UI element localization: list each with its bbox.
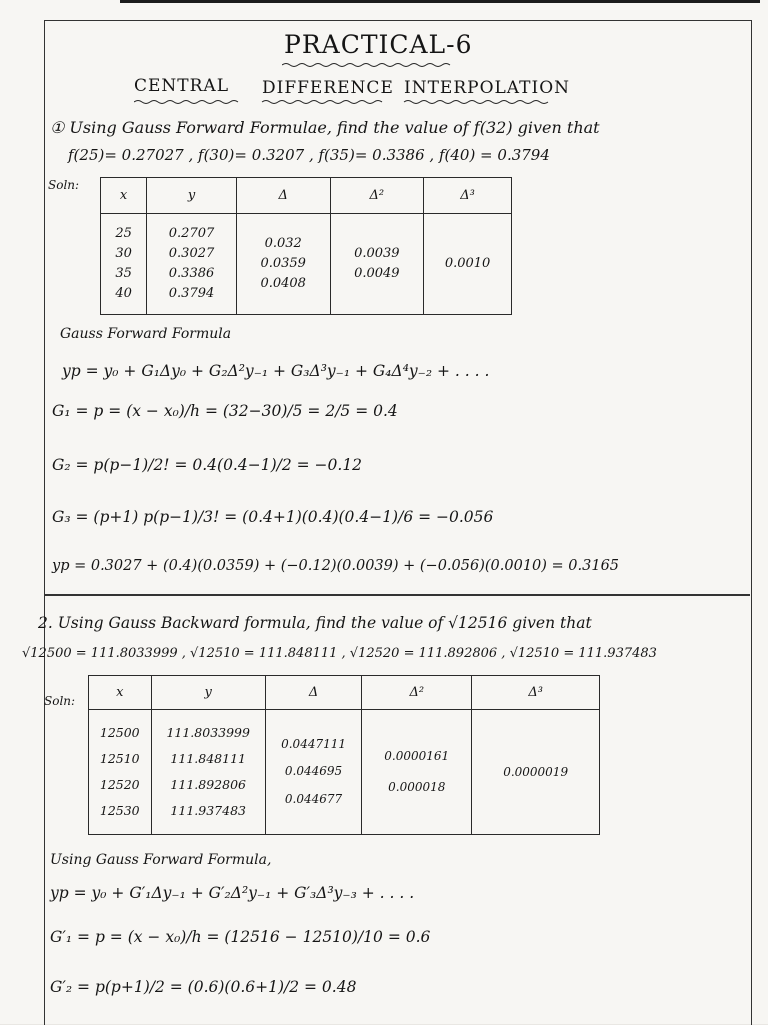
q1-delta-value: 0.0359	[260, 255, 306, 271]
q1-g2: G₂ = p(p−1)/2! = 0.4(0.4−1)/2 = −0.12	[52, 456, 363, 474]
q1-soln-label: Soln:	[48, 178, 80, 192]
q2-delta2-column	[362, 710, 472, 835]
q1-x-value: 40	[115, 286, 132, 302]
subtitle-underline	[134, 99, 554, 105]
q1-delta3-value: 0.0010	[444, 255, 491, 271]
q1-x-value: 30	[115, 245, 132, 261]
q2-question-line1: 2. Using Gauss Backward formula, find the value of √12516 given that	[38, 614, 592, 632]
q2-g1: G′₁ = p = (x − x₀)/h = (12516 − 12510)/10 = 0.6	[50, 928, 431, 946]
q1-g3: G₃ = (p+1) p(p−1)/3! = (0.4+1)(0.4)(0.4−1)/6 = −0.056	[52, 508, 494, 526]
q2-y-value: 111.937483	[170, 803, 246, 819]
q2-question-line2: √12500 = 111.8033999 , √12510 = 111.848111 , √12520 = 111.892806 , √12510 = 111.937483	[22, 646, 657, 661]
q2-delta2-value: 0.0000161	[384, 748, 450, 763]
page-title: PRACTICAL-6	[284, 30, 473, 59]
title-underline	[282, 62, 452, 68]
q2-y-value: 111.848111	[170, 750, 246, 766]
q2-soln-label: Soln:	[44, 694, 76, 708]
q2-header-x: x	[89, 676, 152, 710]
q1-difference-table	[100, 177, 512, 315]
q1-header-delta2: Δ²	[330, 178, 424, 214]
q1-x-value: 35	[115, 266, 132, 281]
q2-x-value: 12500	[99, 724, 140, 740]
q2-header-delta3: Δ³	[472, 676, 600, 710]
q1-delta2-column	[330, 214, 424, 315]
q1-result: yp = 0.3027 + (0.4)(0.0359) + (−0.12)(0.0039) + (−0.056)(0.0010) = 0.3165	[52, 558, 620, 574]
q2-y-value: 111.8033999	[166, 724, 250, 740]
q1-delta2-value: 0.0049	[354, 266, 400, 281]
q1-question-line2: f(25)= 0.27027 , f(30)= 0.3207 , f(35)= 0.3386 , f(40) = 0.3794	[68, 146, 550, 164]
q1-header-delta3: Δ³	[424, 178, 512, 214]
q1-y-value: 0.2707	[168, 225, 215, 241]
q2-delta-value: 0.0447111	[281, 736, 347, 751]
q2-x-value: 12510	[99, 750, 140, 766]
subtitle-word-difference: DIFFERENCE	[262, 78, 394, 98]
q2-g2: G′₂ = p(p+1)/2 = (0.6)(0.6+1)/2 = 0.48	[50, 978, 357, 996]
q2-header-y: y	[151, 676, 265, 710]
q2-header-delta2: Δ²	[362, 676, 472, 710]
q1-delta3-column	[424, 214, 512, 315]
q1-delta-value: 0.032	[264, 235, 302, 251]
q1-g1: G₁ = p = (x − x₀)/h = (32−30)/5 = 2/5 = 0.4	[52, 402, 398, 420]
q1-header-x: x	[101, 178, 147, 214]
q2-difference-table	[88, 675, 600, 835]
q1-header-delta: Δ	[236, 178, 330, 214]
page-top-edge	[120, 0, 760, 3]
q2-x-value: 12520	[99, 777, 140, 792]
q2-x-value: 12530	[99, 803, 140, 819]
subtitle-word-central: CENTRAL	[134, 76, 229, 96]
q2-delta3-value: 0.0000019	[503, 764, 569, 779]
q1-y-column	[147, 214, 237, 315]
q1-header-y: y	[147, 178, 237, 214]
q1-y-value: 0.3386	[168, 266, 215, 281]
q2-formula: yp = y₀ + G′₁Δy₋₁ + G′₂Δ²y₋₁ + G′₃Δ³y₋₃ + . . . .	[50, 884, 415, 902]
section-divider	[44, 594, 750, 596]
q1-x-value: 25	[115, 225, 132, 241]
q1-delta-column	[236, 214, 330, 315]
q2-delta-column	[265, 710, 361, 835]
q2-delta2-value: 0.000018	[388, 780, 446, 794]
q2-y-value: 111.892806	[170, 777, 246, 792]
q2-formula-title: Using Gauss Forward Formula,	[50, 852, 272, 868]
q2-header-delta: Δ	[265, 676, 361, 710]
subtitle-word-interpolation: INTERPOLATION	[404, 78, 571, 98]
q1-formula-title: Gauss Forward Formula	[60, 326, 232, 342]
q2-y-column	[151, 710, 265, 835]
q1-y-value: 0.3794	[168, 286, 215, 302]
q1-x-column	[101, 214, 147, 315]
q1-question-line1: ① Using Gauss Forward Formulae, find the value of f(32) given that	[50, 118, 600, 137]
q1-formula: yp = y₀ + G₁Δy₀ + G₂Δ²y₋₁ + G₃Δ³y₋₁ + G₄Δ⁴y₋₂ + . . . .	[62, 362, 490, 380]
q1-y-value: 0.3027	[168, 245, 215, 261]
q1-delta-value: 0.0408	[260, 276, 306, 292]
q1-delta2-value: 0.0039	[354, 245, 400, 261]
q2-delta-value: 0.044677	[284, 791, 343, 806]
q2-delta3-column	[472, 710, 600, 835]
q2-delta-value: 0.044695	[284, 764, 343, 779]
q2-x-column	[89, 710, 152, 835]
